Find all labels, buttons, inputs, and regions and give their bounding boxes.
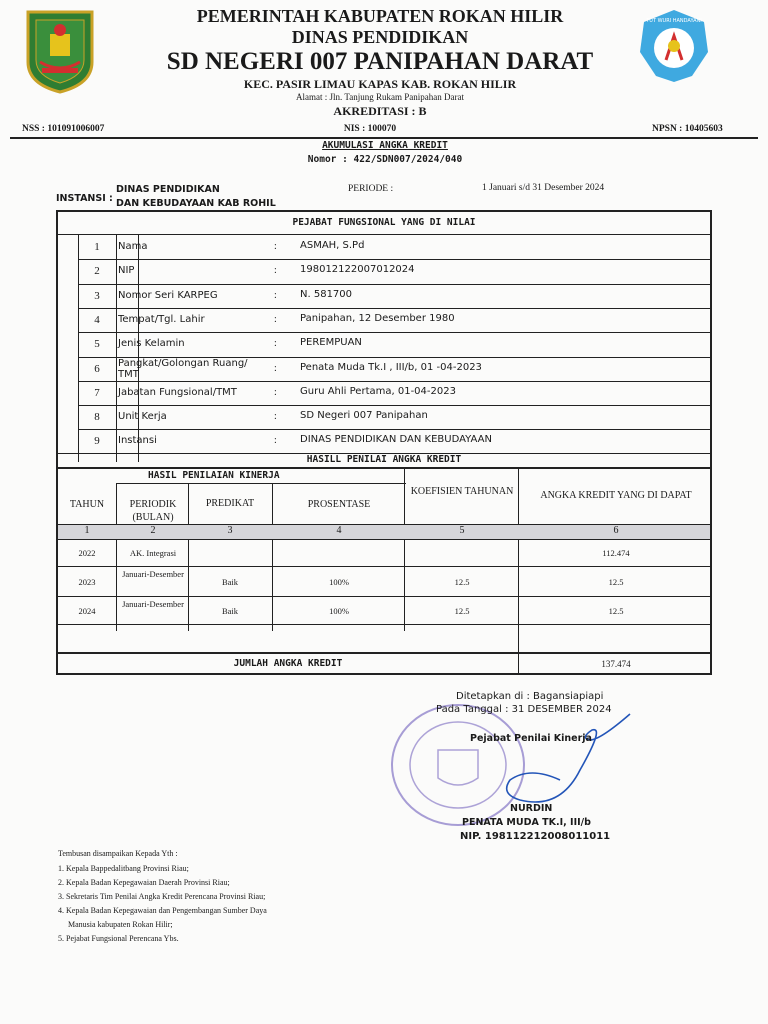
nss: NSS : 101091006007 [22,124,105,134]
cell-angka: 112.474 [602,548,630,558]
col-num-4: 4 [336,525,342,536]
col-num-2: 2 [150,525,156,536]
pejabat-row-divider [78,284,710,285]
hasil-row-divider [58,596,710,597]
row-value: ASMAH, S.Pd [300,240,365,251]
row-value: Penata Muda Tk.I , III/b, 01 -04-2023 [300,361,482,373]
row-label: NIP [118,265,135,277]
tembusan-item-4b: Manusia kabupaten Rokan Hilir; [68,920,173,929]
tembusan-item-2: 2. Kepala Badan Kepegawaian Daerah Provinsi Riau; [58,878,230,887]
pejabat-row-divider [78,259,710,260]
instansi-label: INSTANSI : [56,193,113,204]
document-number: Nomor : 422/SDN007/2024/040 [307,154,463,165]
header-address: Alamat : Jln. Tanjung Rukam Panipahan Darat [296,92,464,102]
row-colon: : [274,362,277,374]
hasil-row-divider [58,566,710,567]
tanggal: Pada Tanggal : 31 DESEMBER 2024 [436,704,612,715]
row-colon: : [274,289,277,301]
row-number: 6 [94,362,100,375]
col-predikat: PREDIKAT [205,498,255,509]
hasil-heading: HASILL PENILAI ANGKA KREDIT [306,454,462,465]
school-name: SD NEGERI 007 PANIPAHAN DARAT [166,48,594,75]
col-prosentase: PROSENTASE [307,499,371,510]
row-colon: : [274,411,277,423]
row-label: Instansi [118,435,157,447]
row-label: Pangkat/Golongan Ruang/ TMT [118,357,248,380]
pejabat-row-divider [78,429,710,430]
row-value: N. 581700 [300,288,353,300]
cell-periodik: Januari-Desember [122,569,184,579]
row-colon: : [274,241,277,252]
svg-text:TUT WURI HANDAYANI: TUT WURI HANDAYANI [646,18,702,24]
hasil-row-divider [58,624,710,625]
tembusan-intro: Tembusan disampaikan Kepada Yth : [58,849,178,858]
nis: NIS : 100070 [343,124,397,134]
col-tahun: TAHUN [69,499,105,510]
row-label: Jenis Kelamin [118,338,185,350]
cell-angka: 12.5 [608,606,624,616]
periode-value: 1 Januari s/d 31 Desember 2024 [482,183,605,193]
row-label: Tempat/Tgl. Lahir [118,313,205,325]
cell-angka: 12.5 [608,577,624,587]
cell-periodik: Januari-Desember [122,599,184,609]
row-number: 9 [94,435,100,448]
pejabat-row-divider [78,332,710,333]
instansi-value-1: DINAS PENDIDIKAN [116,184,220,195]
row-label: Nomor Seri KARPEG [118,289,218,301]
col-num-6: 6 [613,525,619,536]
row-value: PEREMPUAN [300,337,362,349]
tembusan-item-4: 4. Kepala Badan Kepegawaian dan Pengembangan Sumber Daya [58,906,267,915]
row-value: 198012122007012024 [300,264,415,276]
cell-predikat: Baik [221,577,239,587]
cell-predikat: Baik [221,606,239,616]
pejabat-row-divider [78,405,710,406]
row-value: SD Negeri 007 Panipahan [300,410,428,422]
regency-logo [26,10,94,94]
total-value: 137.474 [601,659,631,669]
header-line4: KEC. PASIR LIMAU KAPAS KAB. ROKAN HILIR [243,77,517,91]
cell-koefisien: 12.5 [454,606,470,616]
cell-koefisien: 12.5 [454,577,470,587]
tembusan-item-5: 5. Pejabat Fungsional Perencana Ybs. [58,934,179,943]
col-koefisien: KOEFISIEN TAHUNAN [410,486,514,497]
row-label: Jabatan Fungsional/TMT [118,386,237,398]
periode-label: PERIODE : [348,184,394,194]
total-label: JUMLAH ANGKA KREDIT [233,658,343,669]
col-num-5: 5 [459,525,465,536]
main-table [56,210,712,675]
row-value: DINAS PENDIDIKAN DAN KEBUDAYAAN [300,434,492,446]
tembusan-item-3: 3. Sekretaris Tim Penilai Angka Kredit Perencana Provinsi Riau; [58,892,266,901]
tembusan-item-1: 1. Kepala Bappedalitbang Provinsi Riau; [58,864,189,873]
col-periodik: PERIODIK (BULAN) [129,499,177,523]
row-number: 5 [94,338,100,351]
cell-periodik: AK. Integrasi [129,548,177,558]
cell-tahun: 2023 [78,577,96,587]
row-number: 8 [94,411,100,424]
cell-prosentase: 100% [329,606,349,616]
header-divider [10,137,758,139]
row-colon: : [274,265,277,277]
cell-tahun: 2022 [78,548,96,558]
pejabat-row-divider [78,308,710,309]
penilai-jabatan: Pejabat Penilai Kinerja [470,733,592,744]
col-num-3: 3 [227,525,233,536]
document-title: AKUMULASI ANGKA KREDIT [322,140,448,151]
row-label: Unit Kerja [118,411,167,423]
row-colon: : [274,435,277,447]
col-num-1: 1 [84,525,90,536]
penilai-nama: NURDIN [510,803,553,814]
row-number: 7 [94,386,100,399]
row-colon: : [274,386,277,398]
row-number: 3 [94,289,100,302]
kinerja-heading: HASIL PENILAIAN KINERJA [148,470,280,481]
pejabat-heading: PEJABAT FUNGSIONAL YANG DI NILAI [292,217,476,228]
penilai-nip: NIP. 198112212008011011 [460,831,611,842]
header-akreditasi: AKREDITASI : B [333,104,427,118]
row-number: 4 [94,313,100,326]
row-colon: : [274,313,277,325]
instansi-value-2: DAN KEBUDAYAAN KAB ROHIL [116,198,276,209]
row-colon: : [274,338,277,350]
row-number: 1 [94,241,100,253]
row-value: Panipahan, 12 Desember 1980 [300,312,455,324]
npsn: NPSN : 10405603 [652,124,723,134]
row-label: Nama [118,241,148,252]
ditetapkan: Ditetapkan di : Bagansiapiapi [456,691,604,702]
penilai-pangkat: PENATA MUDA TK.I, III/b [462,817,591,828]
row-value: Guru Ahli Pertama, 01-04-2023 [300,385,456,397]
pejabat-row-divider [78,381,710,382]
row-number: 2 [94,265,100,278]
col-angka: ANGKA KREDIT YANG DI DAPAT [540,490,692,501]
header-line2: DINAS PENDIDIKAN [291,27,469,47]
cell-tahun: 2024 [78,606,96,616]
cell-prosentase: 100% [329,577,349,587]
header-line1: PEMERINTAH KABUPATEN ROKAN HILIR [196,6,564,26]
